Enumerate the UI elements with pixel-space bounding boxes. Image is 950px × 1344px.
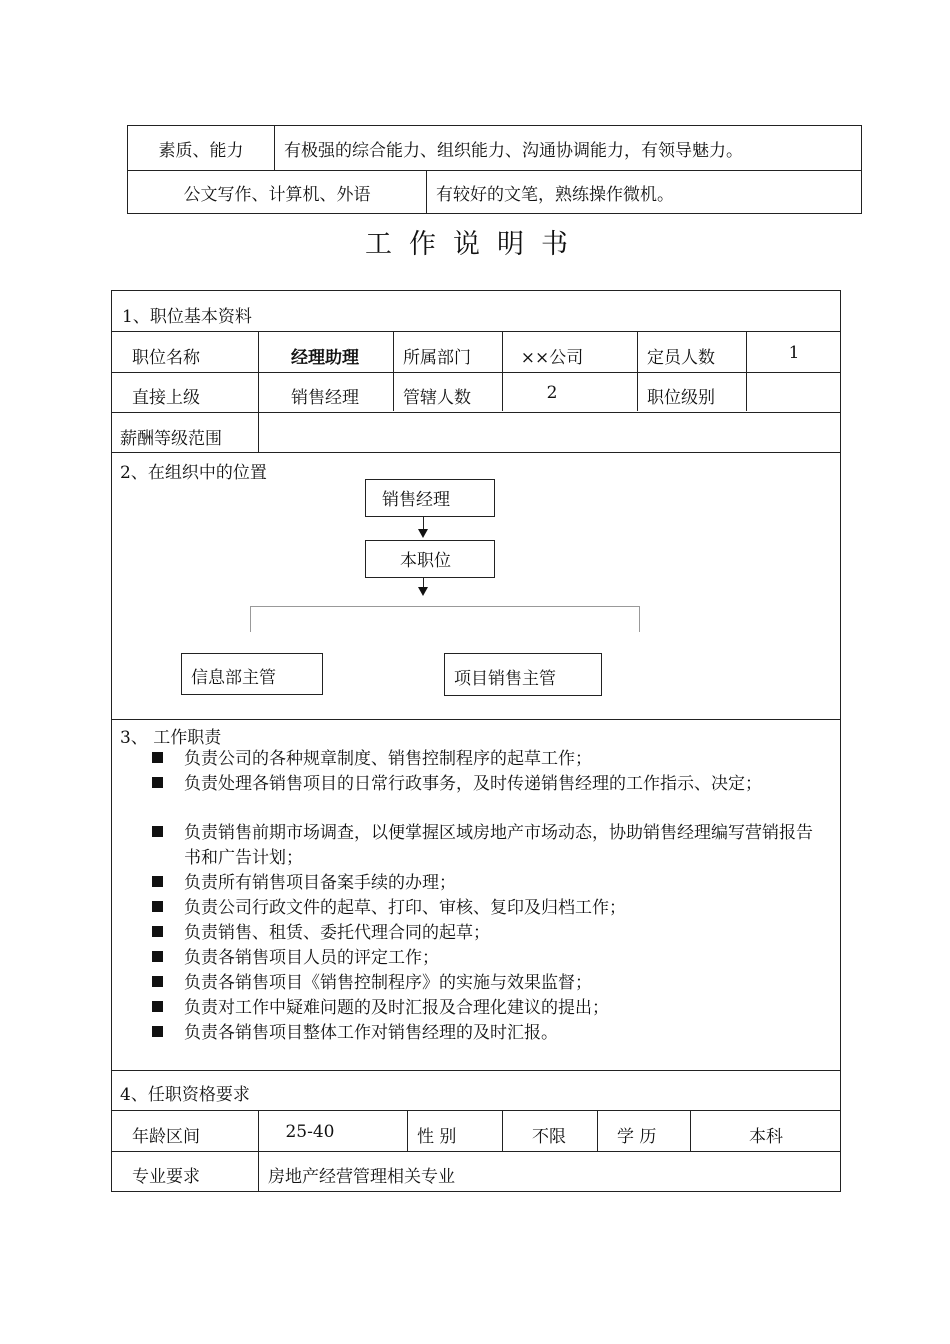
qualification-row-writing — [128, 170, 861, 214]
salary-range-label: 薪酬等级范围 — [120, 429, 222, 449]
gender-value: 不限 — [532, 1127, 566, 1147]
education-label: 学 历 — [617, 1127, 657, 1147]
org-box-project-sales-head — [444, 653, 602, 696]
section4-heading: 4、任职资格要求 — [120, 1085, 250, 1105]
position-name-value: 经理助理 — [291, 348, 359, 368]
subordinates-value: 2 — [546, 383, 558, 403]
department-value: ××公司 — [520, 348, 584, 368]
position-level-label: 职位级别 — [647, 388, 715, 408]
bullet-icon — [152, 1026, 163, 1037]
org-connector — [250, 606, 640, 632]
org-current-position-label: 本职位 — [400, 551, 451, 571]
writing-label: 公文写作、计算机、外语 — [183, 184, 371, 205]
bullet-icon — [152, 777, 163, 788]
headcount-label: 定员人数 — [647, 348, 715, 368]
bullet-icon — [152, 826, 163, 837]
org-sales-manager-label: 销售经理 — [382, 490, 450, 510]
org-box-info-dept-head — [181, 653, 323, 695]
bullet-icon — [152, 876, 163, 887]
qualification-table — [127, 125, 862, 214]
position-name-label: 职位名称 — [132, 348, 200, 368]
major-label: 专业要求 — [132, 1167, 200, 1187]
page-title: 工作说明书 — [365, 229, 585, 260]
supervisor-label: 直接上级 — [132, 388, 200, 408]
arrow-down-icon — [418, 587, 428, 596]
age-range-label: 年龄区间 — [132, 1127, 200, 1147]
bullet-icon — [152, 951, 163, 962]
ability-value: 有极强的综合能力、组织能力、沟通协调能力，有领导魅力。 — [284, 140, 743, 161]
org-box-sales-manager — [365, 479, 495, 517]
qualification-row-ability — [128, 126, 861, 171]
writing-value: 有较好的文笔，熟练操作微机。 — [436, 184, 674, 205]
subordinates-label: 管辖人数 — [403, 388, 471, 408]
education-value: 本科 — [749, 1127, 783, 1147]
age-range-value: 25-40 — [285, 1122, 335, 1142]
org-info-dept-head-label: 信息部主管 — [191, 668, 276, 688]
section3-heading: 3、 工作职责 — [120, 728, 222, 748]
job-description-table: 1、职位基本资料 职位名称 经理助理 所属部门 ××公司 定员人数 1 直接上级 销售经理 管辖人数 2 职位级别 薪酬等级范围 2、在组织中的位置 销售经理 本职位 信息部主管 项目销售主管 3、 工作职责 负责公司的各种规章制度、销售控制程序的起草工作； 负责处理各销售项目的日常行政事务，及时传递销售经理的工作指示、决定； 负责销售前期市场调查，以便掌握区域房地产市场动态，协助销售经理编写营销报告书和广告计划； 负责所有销售项目备案手续的办理； 负责公司行政文件的起草、打印、审核、复印及归档工作； 负责销售、租赁、委托代理合同的起草； 负责各销售项目人员的评定工作； 负责各销售项目《销售控制程序》的实施与效果监督； 负责对工作中疑难问题的及时汇报及合理化建议的提出； 负责各销售项目整体工作对销售经理的及时汇报。 4、任职资格要求 年龄区间 25-40 性 别 不限 学 历 本科 专业要求 房地产经营管理相关专业 — [111, 290, 841, 1192]
major-value: 房地产经营管理相关专业 — [268, 1167, 455, 1187]
bullet-icon — [152, 1001, 163, 1012]
bullet-icon — [152, 926, 163, 937]
headcount-value: 1 — [788, 343, 800, 363]
bullet-icon — [152, 901, 163, 912]
arrow-down-icon — [418, 529, 428, 538]
gender-label: 性 别 — [417, 1127, 457, 1147]
ability-label: 素质、能力 — [158, 140, 244, 161]
section1-heading: 1、职位基本资料 — [122, 307, 252, 327]
org-box-current-position — [365, 540, 495, 578]
supervisor-value: 销售经理 — [291, 388, 359, 408]
org-project-sales-head-label: 项目销售主管 — [454, 669, 556, 689]
bullet-icon — [152, 752, 163, 763]
section2-heading: 2、在组织中的位置 — [120, 463, 267, 483]
bullet-icon — [152, 976, 163, 987]
department-label: 所属部门 — [403, 348, 471, 368]
